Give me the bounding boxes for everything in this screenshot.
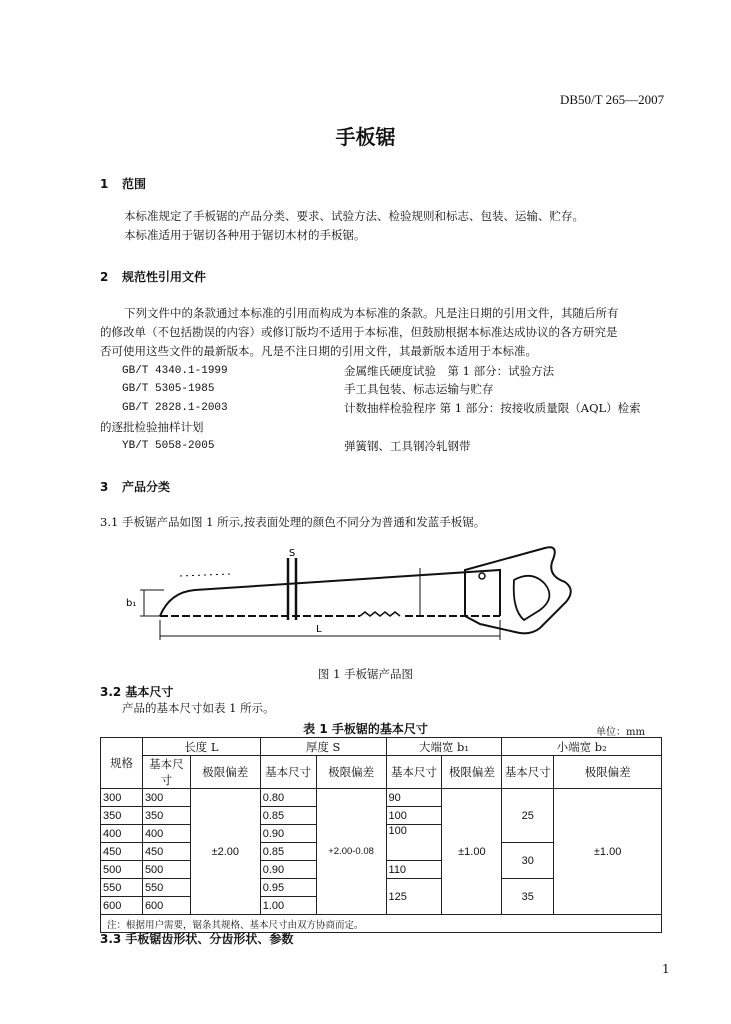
cell-length: 550 [142, 879, 190, 897]
table-header-row [101, 738, 662, 756]
cell-length-tolerance: ±2.00 [190, 789, 260, 915]
figure-label-l: L [316, 624, 322, 635]
cell-thickness: 0.95 [260, 879, 316, 897]
saw-blade-outline [160, 570, 500, 616]
header-big-end-width: 大端宽 b₁ [386, 738, 502, 756]
section-3-heading [100, 478, 170, 495]
cell-spec: 300 [101, 789, 143, 807]
cell-spec: 450 [101, 843, 143, 861]
section-1-title: 范围 [122, 177, 147, 191]
cell-big-end: 110 [386, 861, 442, 879]
paragraph: 本标准适用于锯切各种用于锯切木材的手板锯。 [124, 228, 366, 242]
section-2-heading [100, 268, 206, 285]
cell-length: 300 [142, 789, 190, 807]
cell-big-end-tolerance: ±1.00 [442, 789, 502, 915]
paragraph: 下列文件中的条款通过本标准的引用而构成为本标准的条款。凡是注日期的引用文件，其随后所有 [124, 306, 619, 320]
clause-3-1: 3.1 手板锯产品如图 1 所示,按表面处理的颜色不同分为普通和发蓝手板锯。 [100, 515, 486, 529]
cell-thickness: 0.85 [260, 807, 316, 825]
table-note: 注：根据用户需要，锯条其规格、基本尺寸由双方协商而定。 [101, 915, 662, 933]
header-thickness: 厚度 S [260, 738, 386, 756]
figure-label-b1: b₁ [126, 598, 137, 609]
cell-big-end: 125 [386, 879, 442, 915]
figure-caption: 图 1 手板锯产品图 [317, 667, 414, 681]
cell-big-end: 100 [386, 807, 442, 825]
ref-code: GB/T 2828.1-2003 [122, 402, 228, 414]
subheader-tolerance: 极限偏差 [190, 756, 260, 789]
clause-3-2-text: 产品的基本尺寸如表 1 所示。 [122, 701, 275, 715]
cell-small-end: 25 [502, 789, 554, 843]
clause-3-3-heading: 3.3 手板锯齿形状、分齿形状、参数 [100, 932, 294, 946]
page-title: 手板锯 [335, 125, 396, 149]
cell-spec: 600 [101, 897, 143, 915]
subheader-basic: 基本尺寸 [260, 756, 316, 789]
subheader-tolerance: 极限偏差 [316, 756, 386, 789]
cell-length: 600 [142, 897, 190, 915]
header-length: 长度 L [142, 738, 260, 756]
cell-thickness-tolerance: +2.00-0.08 [316, 789, 386, 915]
cell-length: 450 [142, 843, 190, 861]
subheader-tolerance: 极限偏差 [554, 756, 662, 789]
table-title: 表 1 手板锯的基本尺寸 [303, 722, 428, 736]
document-code: DB50/T 265—2007 [560, 92, 665, 107]
cell-small-end: 30 [502, 843, 554, 879]
section-1-number: 1 [100, 177, 109, 191]
section-2-number: 2 [100, 270, 109, 284]
cell-thickness: 0.90 [260, 825, 316, 843]
page-number: 1 [662, 962, 670, 976]
cell-length: 350 [142, 807, 190, 825]
cell-small-end: 35 [502, 879, 554, 915]
section-1-heading [100, 175, 146, 192]
header-spec: 规格 [101, 738, 143, 789]
clause-3-2-heading: 3.2 基本尺寸 [100, 685, 174, 699]
cell-length: 400 [142, 825, 190, 843]
subheader-basic: 基本尺寸 [142, 756, 190, 789]
section-2-title: 规范性引用文件 [122, 270, 207, 284]
figure-label-s: S [288, 548, 296, 559]
cell-small-end-tolerance: ±1.00 [554, 789, 662, 915]
cell-big-end: 90 [386, 789, 442, 807]
section-3-title: 产品分类 [122, 480, 171, 494]
paragraph-cont: 否可使用这些文件的最新版本。凡是不注日期的引用文件，其最新版本适用于本标准。 [100, 344, 537, 358]
table-row [101, 789, 662, 807]
section-3-number: 3 [100, 480, 109, 494]
cell-spec: 500 [101, 861, 143, 879]
section-1-body [100, 207, 670, 245]
cell-thickness: 0.80 [260, 789, 316, 807]
section-2-intro [100, 304, 670, 361]
paragraph: 本标准规定了手板锯的产品分类、要求、试验方法、检验规则和标志、包装、运输、贮存。 [124, 209, 584, 223]
dimension-table [100, 737, 662, 933]
header-small-end-width: 小端宽 b₂ [502, 738, 662, 756]
paragraph-cont: 的修改单（不包括勘误的内容）或修订版均不适用于本标准，但鼓励根据本标准达成协议的各方研究是 [100, 325, 618, 339]
saw-handle [465, 547, 571, 633]
cell-spec: 400 [101, 825, 143, 843]
cell-thickness: 0.85 [260, 843, 316, 861]
ref-title: 计数抽样检验程序 第 1 部分：按接收质量限（AQL）检索 [344, 401, 641, 415]
subheader-tolerance: 极限偏差 [442, 756, 502, 789]
ref-code: GB/T 5305-1985 [122, 383, 215, 395]
hand-saw-figure [120, 540, 590, 660]
table-subheader-row [101, 756, 662, 789]
ref-title: 手工具包装、标志运输与贮存 [344, 382, 494, 396]
handle-rivet [479, 573, 485, 579]
cell-thickness: 0.90 [260, 861, 316, 879]
ref-title-continuation: 的逐批检验抽样计划 [100, 420, 204, 434]
cell-length: 500 [142, 861, 190, 879]
handle-grip-hole [514, 576, 550, 620]
table-unit: 单位：mm [596, 727, 645, 738]
cell-thickness: 1.00 [260, 897, 316, 915]
ref-code: GB/T 4340.1-1999 [122, 365, 228, 377]
subheader-basic: 基本尺寸 [502, 756, 554, 789]
ref-title: 弹簧钢、工具钢冷轧钢带 [344, 439, 471, 453]
cell-spec: 550 [101, 879, 143, 897]
cell-big-end: 100 [386, 825, 442, 861]
subheader-basic: 基本尺寸 [386, 756, 442, 789]
cell-spec: 350 [101, 807, 143, 825]
ref-title: 金属维氏硬度试验 第 1 部分：试验方法 [344, 364, 555, 378]
ref-code: YB/T 5058-2005 [122, 440, 215, 452]
